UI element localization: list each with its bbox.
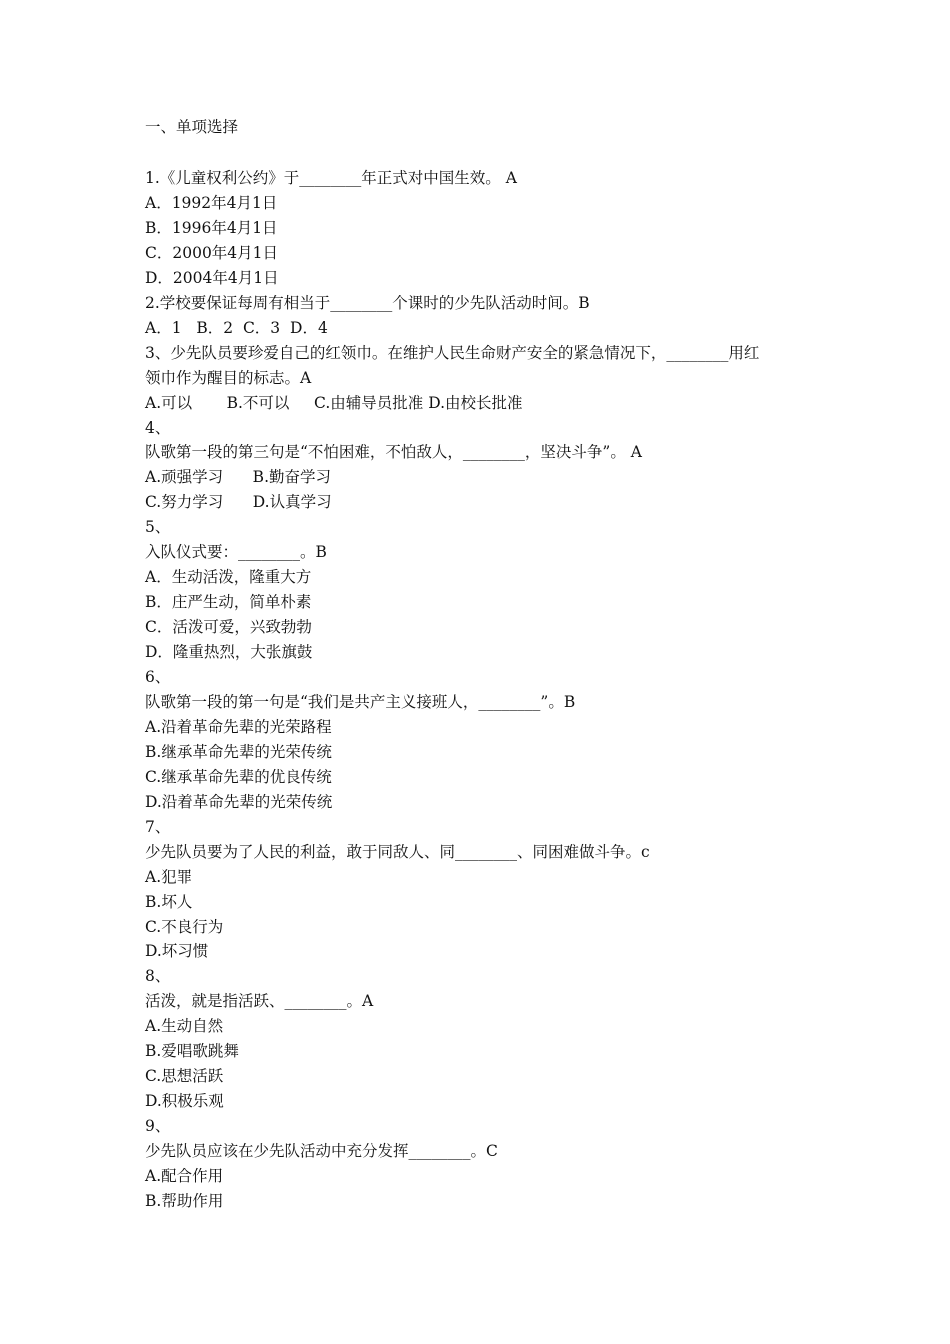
text-line: 4、 xyxy=(145,418,171,437)
text-line: 入队仪式要：________。B xyxy=(145,543,327,562)
text-line: A.犯罪 xyxy=(145,867,193,886)
text-line: 3、少先队员要珍爱自己的红领巾。在维护人民生命财产安全的紧急情况下，________用红 xyxy=(145,343,760,362)
text-line: A．生动活泼，隆重大方 xyxy=(145,568,312,587)
section-title: 一、单项选择 xyxy=(145,118,239,136)
text-line: C.思想活跃 xyxy=(145,1067,224,1086)
text-line: C.努力学习 D.认真学习 xyxy=(145,493,332,512)
text-line: 8、 xyxy=(145,967,171,986)
text-line: 6、 xyxy=(145,668,171,686)
text-line: C.不良行为 xyxy=(145,917,224,936)
text-line: C.继承革命先辈的优良传统 xyxy=(145,767,332,786)
text-line: 1.《儿童权利公约》于________年正式对中国生效。 A xyxy=(145,169,517,187)
text-line: 活泼，就是指活跃、________。A xyxy=(145,992,374,1011)
text-line: D．2004年4月1日 xyxy=(145,268,279,287)
text-line: A．1992年4月1日 xyxy=(145,193,278,212)
text-line: 2.学校要保证每周有相当于________个课时的少先队活动时间。B xyxy=(145,293,590,312)
text-line: 5、 xyxy=(145,518,171,537)
text-line: B.坏人 xyxy=(145,892,193,911)
text-line: D．隆重热烈，大张旗鼓 xyxy=(145,643,313,662)
text-line: 9、 xyxy=(145,1117,171,1136)
text-line: B．庄严生动，简单朴素 xyxy=(145,593,312,612)
text-line: 少先队员应该在少先队活动中充分发挥________。C xyxy=(145,1142,498,1161)
text-line: A.沿着革命先辈的光荣路程 xyxy=(145,717,332,736)
text-line: B.继承革命先辈的光荣传统 xyxy=(145,742,332,761)
text-line: A.配合作用 xyxy=(145,1167,224,1185)
text-line: D.坏习惯 xyxy=(145,942,209,961)
text-line: 7、 xyxy=(145,817,171,836)
text-line: D.沿着革命先辈的光荣传统 xyxy=(145,792,333,811)
text-line: A．1 B．2 C．3 D．4 xyxy=(145,318,328,337)
text-line: 少先队员要为了人民的利益，敢于同敌人、同________、同困难做斗争。c xyxy=(145,842,650,861)
text-line: B.爱唱歌跳舞 xyxy=(145,1042,239,1061)
text-line: D.积极乐观 xyxy=(145,1092,224,1111)
text-line: A.生动自然 xyxy=(145,1017,224,1036)
text-line: 领巾作为醒目的标志。A xyxy=(145,368,312,387)
text-line: A.顽强学习 B.勤奋学习 xyxy=(145,468,332,487)
text-line: A.可以 B.不可以 C.由辅导员批准 D.由校长批准 xyxy=(145,393,523,412)
text-line: B．1996年4月1日 xyxy=(145,218,278,237)
text-line: 队歌第一段的第一句是“我们是共产主义接班人，________”。B xyxy=(145,692,576,711)
text-line: C．活泼可爱，兴致勃勃 xyxy=(145,618,312,637)
text-line: C．2000年4月1日 xyxy=(145,243,279,262)
text-line: B.帮助作用 xyxy=(145,1191,224,1210)
text-line: 队歌第一段的第三句是“不怕困难，不怕敌人，________，坚决斗争”。 A xyxy=(145,443,642,462)
